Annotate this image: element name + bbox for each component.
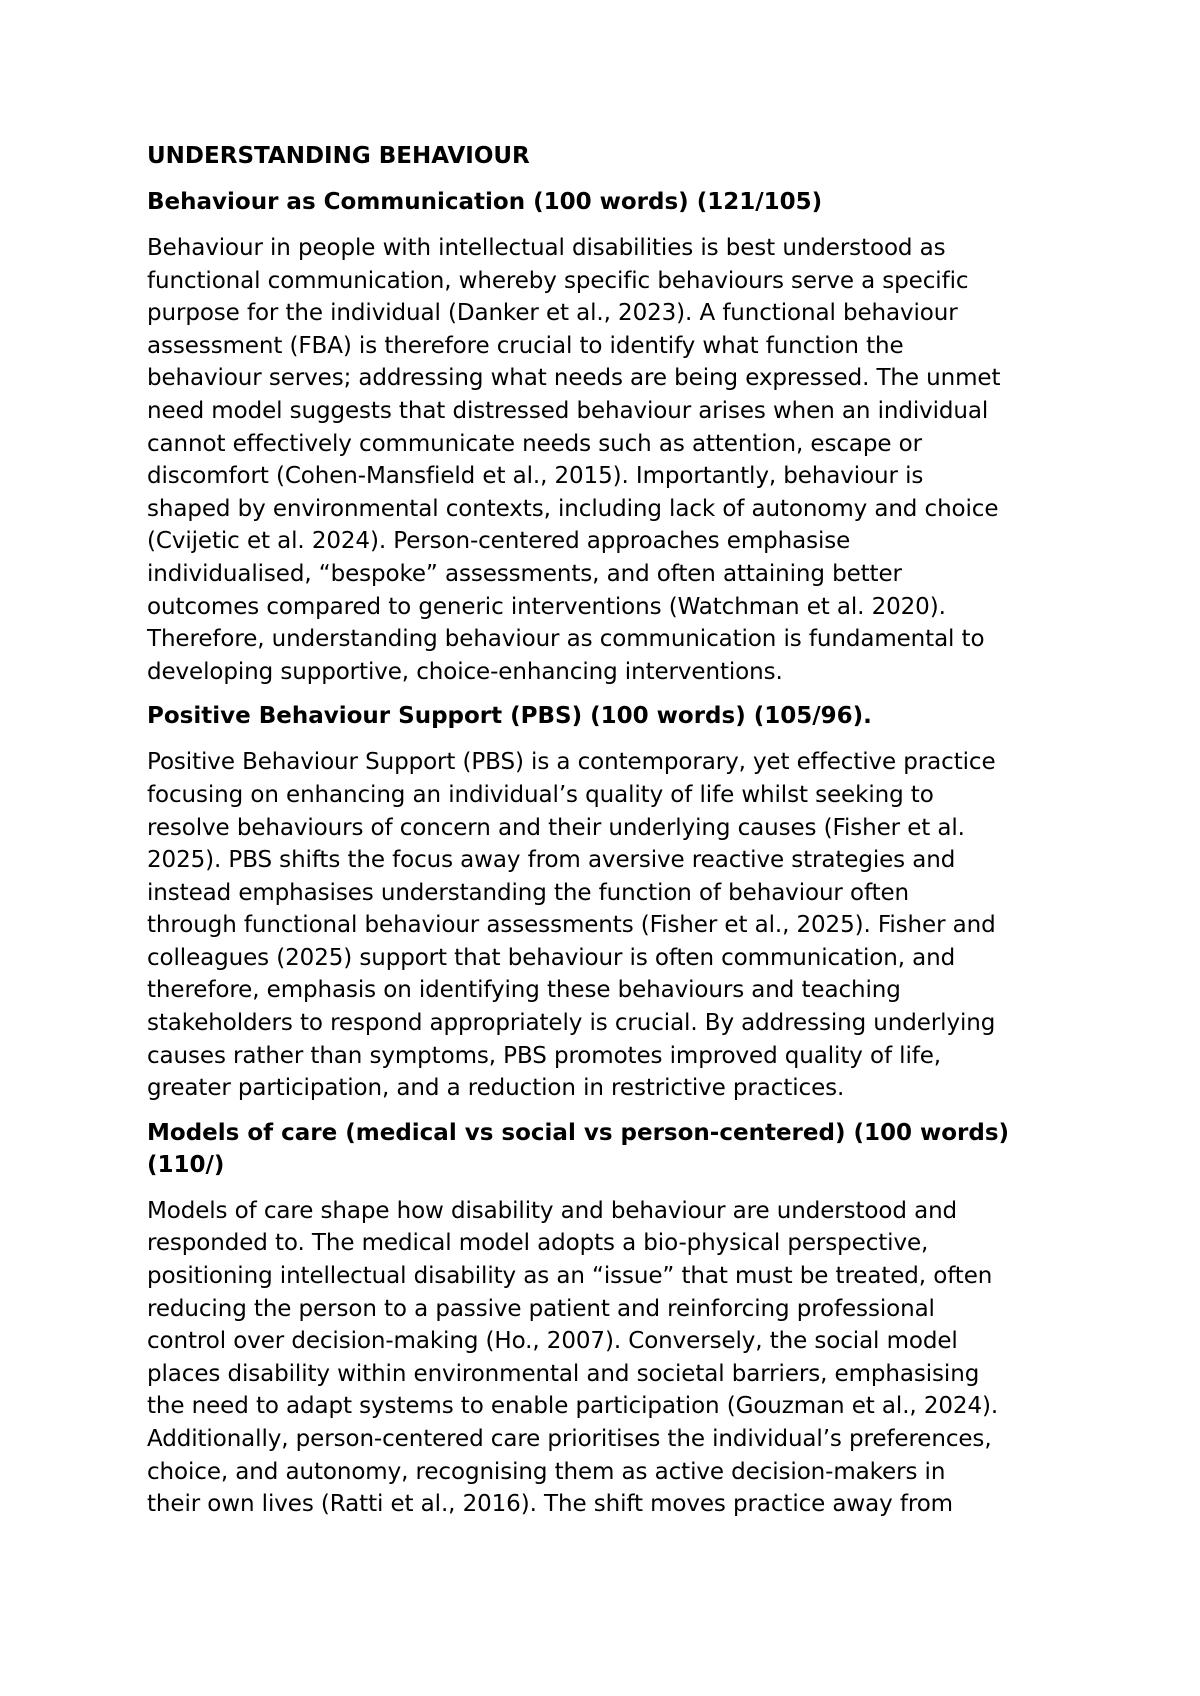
document-page bbox=[147, 140, 1087, 1533]
section-models-of-care bbox=[147, 1117, 1087, 1521]
paragraph-line: greater participation, and a reduction in restrictive practices. bbox=[147, 1075, 845, 1102]
paragraph-line: outcomes compared to generic interventions (Watchman et al. 2020). bbox=[147, 593, 946, 620]
paragraph-line: shaped by environmental contexts, including lack of autonomy and choice bbox=[147, 495, 999, 522]
heading-line: Positive Behaviour Support (PBS) (100 words) (105/96). bbox=[147, 703, 872, 730]
section-heading bbox=[147, 700, 1087, 732]
paragraph-line: Behaviour in people with intellectual disabilities is best understood as bbox=[147, 235, 946, 261]
paragraph-line: the need to adapt systems to enable participation (Gouzman et al., 2024). bbox=[147, 1393, 999, 1420]
section-heading bbox=[147, 186, 1087, 218]
paragraph-line: focusing on enhancing an individual’s quality of life whilst seeking to bbox=[147, 781, 934, 808]
paragraph-line: assessment (FBA) is therefore crucial to identify what function the bbox=[147, 332, 904, 359]
paragraph-line: purpose for the individual (Danker et al., 2023). A functional behaviour bbox=[147, 300, 958, 327]
paragraph-line: individualised, “bespoke” assessments, and often attaining better bbox=[147, 560, 902, 587]
heading-line: (110/) bbox=[147, 1151, 225, 1178]
paragraph-line: therefore, emphasis on identifying these behaviours and teaching bbox=[147, 977, 901, 1004]
heading-line: Models of care (medical vs social vs person-centered) (100 words) bbox=[147, 1119, 1010, 1146]
paragraph-line: discomfort (Cohen-Mansfield et al., 2015). Importantly, behaviour is bbox=[147, 463, 924, 490]
paragraph-line: places disability within environmental and societal barriers, emphasising bbox=[147, 1360, 980, 1387]
paragraph-line: cannot effectively communicate needs such as attention, escape or bbox=[147, 430, 922, 457]
section-heading bbox=[147, 1117, 1087, 1181]
paragraph-line: responded to. The medical model adopts a bio-physical perspective, bbox=[147, 1230, 929, 1257]
paragraph-line: instead emphasises understanding the function of behaviour often bbox=[147, 879, 910, 906]
paragraph-line: resolve behaviours of concern and their underlying causes (Fisher et al. bbox=[147, 814, 965, 841]
paragraph-line: developing supportive, choice-enhancing interventions. bbox=[147, 658, 783, 685]
paragraph-line: colleagues (2025) support that behaviour is often communication, and bbox=[147, 944, 956, 971]
paragraph-line: Positive Behaviour Support (PBS) is a contemporary, yet effective practice bbox=[147, 749, 996, 776]
paragraph-line: Additionally, person-centered care prioritises the individual’s preferences, bbox=[147, 1426, 992, 1452]
paragraph-line: behaviour serves; addressing what needs are being expressed. The unmet bbox=[147, 365, 1001, 392]
document-title: UNDERSTANDING BEHAVIOUR bbox=[147, 143, 530, 169]
section-paragraph bbox=[147, 232, 1087, 688]
paragraph-line: causes rather than symptoms, PBS promotes improved quality of life, bbox=[147, 1042, 941, 1069]
heading-line: Behaviour as Communication (100 words) (121/105) bbox=[147, 189, 823, 215]
paragraph-line: need model suggests that distressed behaviour arises when an individual bbox=[147, 397, 989, 424]
paragraph-line: functional communication, whereby specific behaviours serve a specific bbox=[147, 267, 969, 294]
paragraph-line: 2025). PBS shifts the focus away from aversive reactive strategies and bbox=[147, 847, 956, 874]
section-positive-behaviour-support bbox=[147, 700, 1087, 1105]
paragraph-line: control over decision-making (Ho., 2007). Conversely, the social model bbox=[147, 1328, 958, 1355]
paragraph-line: Models of care shape how disability and behaviour are understood and bbox=[147, 1197, 958, 1224]
paragraph-line: reducing the person to a passive patient and reinforcing professional bbox=[147, 1295, 935, 1322]
paragraph-line: Therefore, understanding behaviour as communication is fundamental to bbox=[147, 626, 985, 653]
paragraph-line: choice, and autonomy, recognising them as active decision-makers in bbox=[147, 1458, 946, 1485]
paragraph-line: (Cvijetic et al. 2024). Person-centered approaches emphasise bbox=[147, 528, 851, 555]
section-behaviour-as-communication bbox=[147, 186, 1087, 688]
paragraph-line: positioning intellectual disability as an “issue” that must be treated, often bbox=[147, 1263, 993, 1290]
paragraph-line: their own lives (Ratti et al., 2016). The shift moves practice away from bbox=[147, 1491, 953, 1518]
paragraph-line: stakeholders to respond appropriately is crucial. By addressing underlying bbox=[147, 1010, 996, 1037]
section-paragraph bbox=[147, 1195, 1087, 1521]
paragraph-line: through functional behaviour assessments (Fisher et al., 2025). Fisher and bbox=[147, 912, 996, 939]
section-paragraph bbox=[147, 746, 1087, 1105]
